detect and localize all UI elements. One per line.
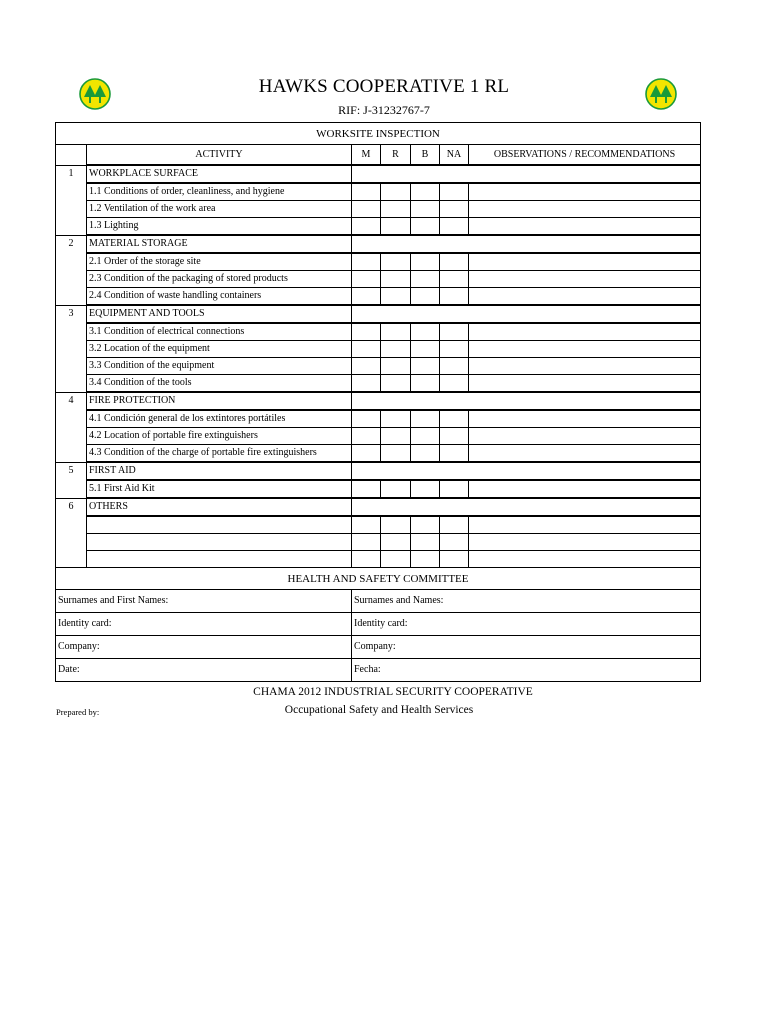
rating-na-cell[interactable] — [440, 445, 469, 463]
rating-na-cell[interactable] — [440, 480, 469, 498]
rating-na-cell[interactable] — [440, 288, 469, 306]
section-number: 5 — [56, 462, 87, 498]
checklist-item-row — [56, 534, 701, 551]
section-row — [56, 165, 701, 183]
rating-na-cell[interactable] — [440, 428, 469, 445]
rating-r-cell[interactable] — [381, 428, 411, 445]
signature-row — [56, 636, 701, 659]
observations-cell[interactable] — [469, 288, 701, 306]
signature-field-right[interactable]: Company: — [352, 636, 701, 659]
rating-b-cell[interactable] — [411, 534, 440, 551]
rating-na-cell[interactable] — [440, 551, 469, 568]
checklist-item-row — [56, 551, 701, 568]
checklist-item-label: 3.1 Condition of electrical connections — [87, 323, 352, 341]
rating-b-cell[interactable] — [411, 445, 440, 463]
rating-m-cell[interactable] — [352, 253, 381, 271]
rating-m-cell[interactable] — [352, 341, 381, 358]
section-title: EQUIPMENT AND TOOLS — [87, 305, 352, 323]
signature-row — [56, 613, 701, 636]
signature-field-right[interactable]: Surnames and Names: — [352, 590, 701, 613]
committee-title: HEALTH AND SAFETY COMMITTEE — [56, 568, 701, 590]
checklist-item-row — [56, 288, 701, 306]
footer-organization: CHAMA 2012 INDUSTRIAL SECURITY COOPERATIVE — [253, 686, 533, 698]
document-title: HAWKS COOPERATIVE 1 RL — [258, 76, 510, 97]
rating-m-cell[interactable] — [352, 534, 381, 551]
section-number: 1 — [56, 165, 87, 235]
rating-m-cell[interactable] — [352, 375, 381, 393]
checklist-item-label: 1.2 Ventilation of the work area — [87, 201, 352, 218]
observations-cell[interactable] — [469, 480, 701, 498]
rating-m-cell[interactable] — [352, 480, 381, 498]
checklist-item-label: 1.1 Conditions of order, cleanliness, and hygiene — [87, 183, 352, 201]
col-number-header — [56, 145, 87, 166]
observations-cell[interactable] — [469, 341, 701, 358]
section-number: 2 — [56, 235, 87, 305]
checklist-item-row — [56, 218, 701, 236]
rating-b-cell[interactable] — [411, 551, 440, 568]
signature-field-left[interactable]: Company: — [56, 636, 352, 659]
section-title: WORKPLACE SURFACE — [87, 165, 352, 183]
rating-na-cell[interactable] — [440, 534, 469, 551]
observations-cell[interactable] — [469, 551, 701, 568]
rating-b-cell[interactable] — [411, 183, 440, 201]
rating-r-cell[interactable] — [381, 534, 411, 551]
rating-r-cell[interactable] — [381, 445, 411, 463]
section-row — [56, 305, 701, 323]
col-activity-header: ACTIVITY — [87, 145, 352, 166]
checklist-item-row — [56, 271, 701, 288]
observations-cell[interactable] — [469, 410, 701, 428]
checklist-item-row — [56, 201, 701, 218]
rating-m-cell[interactable] — [352, 201, 381, 218]
checklist-item-row — [56, 375, 701, 393]
checklist-item-label: 4.3 Condition of the charge of portable fire extinguishers — [87, 445, 352, 463]
checklist-item-row — [56, 480, 701, 498]
checklist-item-label: 5.1 First Aid Kit — [87, 480, 352, 498]
rating-m-cell[interactable] — [352, 323, 381, 341]
rating-b-cell[interactable] — [411, 288, 440, 306]
checklist-item-row — [56, 358, 701, 375]
rating-m-cell[interactable] — [352, 288, 381, 306]
col-m-header: M — [352, 145, 381, 166]
rating-r-cell[interactable] — [381, 516, 411, 534]
checklist-item-label — [87, 551, 352, 568]
checklist-item-label — [87, 516, 352, 534]
observations-cell[interactable] — [469, 218, 701, 236]
checklist-item-label: 4.1 Condición general de los extintores portátiles — [87, 410, 352, 428]
rating-m-cell[interactable] — [352, 428, 381, 445]
signature-row — [56, 590, 701, 613]
section-number: 4 — [56, 392, 87, 462]
form-title: WORKSITE INSPECTION — [56, 123, 701, 145]
rating-na-cell[interactable] — [440, 323, 469, 341]
section-header-blank — [352, 498, 701, 516]
rating-r-cell[interactable] — [381, 480, 411, 498]
rating-m-cell[interactable] — [352, 551, 381, 568]
rating-b-cell[interactable] — [411, 323, 440, 341]
rating-r-cell[interactable] — [381, 271, 411, 288]
rating-r-cell[interactable] — [381, 323, 411, 341]
signature-field-left[interactable]: Date: — [56, 659, 352, 682]
rating-na-cell[interactable] — [440, 516, 469, 534]
observations-cell[interactable] — [469, 534, 701, 551]
observations-cell[interactable] — [469, 516, 701, 534]
rating-na-cell[interactable] — [440, 218, 469, 236]
rating-r-cell[interactable] — [381, 375, 411, 393]
section-row — [56, 235, 701, 253]
rating-na-cell[interactable] — [440, 375, 469, 393]
rating-m-cell[interactable] — [352, 183, 381, 201]
observations-cell[interactable] — [469, 201, 701, 218]
col-na-header: NA — [440, 145, 469, 166]
section-header-blank — [352, 392, 701, 410]
signature-field-right[interactable]: Fecha: — [352, 659, 701, 682]
rating-m-cell[interactable] — [352, 410, 381, 428]
rating-b-cell[interactable] — [411, 201, 440, 218]
section-row — [56, 498, 701, 516]
section-title: FIRST AID — [87, 462, 352, 480]
col-r-header: R — [381, 145, 411, 166]
checklist-item-label: 2.4 Condition of waste handling containers — [87, 288, 352, 306]
rating-m-cell[interactable] — [352, 358, 381, 375]
checklist-item-label: 3.2 Location of the equipment — [87, 341, 352, 358]
col-observations-header: OBSERVATIONS / RECOMMENDATIONS — [469, 145, 701, 166]
inspection-form-table — [55, 122, 701, 682]
checklist-item-row — [56, 183, 701, 201]
checklist-item-label: 3.4 Condition of the tools — [87, 375, 352, 393]
rating-r-cell[interactable] — [381, 201, 411, 218]
section-title: OTHERS — [87, 498, 352, 516]
rating-r-cell[interactable] — [381, 551, 411, 568]
rating-m-cell[interactable] — [352, 445, 381, 463]
checklist-item-row — [56, 428, 701, 445]
section-number: 6 — [56, 498, 87, 568]
section-number: 3 — [56, 305, 87, 392]
rating-na-cell[interactable] — [440, 410, 469, 428]
checklist-item-label: 2.3 Condition of the packaging of stored products — [87, 271, 352, 288]
rating-na-cell[interactable] — [440, 253, 469, 271]
observations-cell[interactable] — [469, 323, 701, 341]
section-header-blank — [352, 462, 701, 480]
section-row — [56, 462, 701, 480]
rating-b-cell[interactable] — [411, 341, 440, 358]
rating-b-cell[interactable] — [411, 218, 440, 236]
rating-b-cell[interactable] — [411, 375, 440, 393]
checklist-item-row — [56, 410, 701, 428]
signature-row — [56, 659, 701, 682]
observations-cell[interactable] — [469, 271, 701, 288]
rating-na-cell[interactable] — [440, 341, 469, 358]
checklist-item-row — [56, 253, 701, 271]
rating-m-cell[interactable] — [352, 516, 381, 534]
rating-b-cell[interactable] — [411, 480, 440, 498]
rating-b-cell[interactable] — [411, 428, 440, 445]
checklist-item-label: 1.3 Lighting — [87, 218, 352, 236]
rating-r-cell[interactable] — [381, 218, 411, 236]
rating-m-cell[interactable] — [352, 271, 381, 288]
rating-r-cell[interactable] — [381, 358, 411, 375]
observations-cell[interactable] — [469, 358, 701, 375]
rating-b-cell[interactable] — [411, 271, 440, 288]
footer-services: Occupational Safety and Health Services — [284, 704, 474, 716]
rating-b-cell[interactable] — [411, 410, 440, 428]
section-header-blank — [352, 165, 701, 183]
section-header-blank — [352, 235, 701, 253]
rating-m-cell[interactable] — [352, 218, 381, 236]
checklist-item-label: 3.3 Condition of the equipment — [87, 358, 352, 375]
checklist-item-row — [56, 445, 701, 463]
checklist-item-row — [56, 323, 701, 341]
section-header-blank — [352, 305, 701, 323]
rating-na-cell[interactable] — [440, 201, 469, 218]
rating-na-cell[interactable] — [440, 358, 469, 375]
rating-na-cell[interactable] — [440, 183, 469, 201]
rif-number: RIF: J-31232767-7 — [338, 103, 430, 117]
rating-r-cell[interactable] — [381, 253, 411, 271]
checklist-item-label: 2.1 Order of the storage site — [87, 253, 352, 271]
checklist-item-row — [56, 341, 701, 358]
checklist-item-label: 4.2 Location of portable fire extinguishers — [87, 428, 352, 445]
observations-cell[interactable] — [469, 375, 701, 393]
rating-r-cell[interactable] — [381, 410, 411, 428]
observations-cell[interactable] — [469, 445, 701, 463]
rating-r-cell[interactable] — [381, 288, 411, 306]
checklist-item-row — [56, 516, 701, 534]
observations-cell[interactable] — [469, 183, 701, 201]
rating-r-cell[interactable] — [381, 341, 411, 358]
signature-field-right[interactable]: Identity card: — [352, 613, 701, 636]
signature-field-left[interactable]: Identity card: — [56, 613, 352, 636]
observations-cell[interactable] — [469, 428, 701, 445]
rating-na-cell[interactable] — [440, 271, 469, 288]
signature-field-left[interactable]: Surnames and First Names: — [56, 590, 352, 613]
section-row — [56, 392, 701, 410]
rating-b-cell[interactable] — [411, 516, 440, 534]
rating-b-cell[interactable] — [411, 358, 440, 375]
prepared-by-label: Prepared by: — [56, 707, 100, 717]
section-title: MATERIAL STORAGE — [87, 235, 352, 253]
observations-cell[interactable] — [469, 253, 701, 271]
col-b-header: B — [411, 145, 440, 166]
rating-b-cell[interactable] — [411, 253, 440, 271]
rating-r-cell[interactable] — [381, 183, 411, 201]
section-title: FIRE PROTECTION — [87, 392, 352, 410]
checklist-item-label — [87, 534, 352, 551]
